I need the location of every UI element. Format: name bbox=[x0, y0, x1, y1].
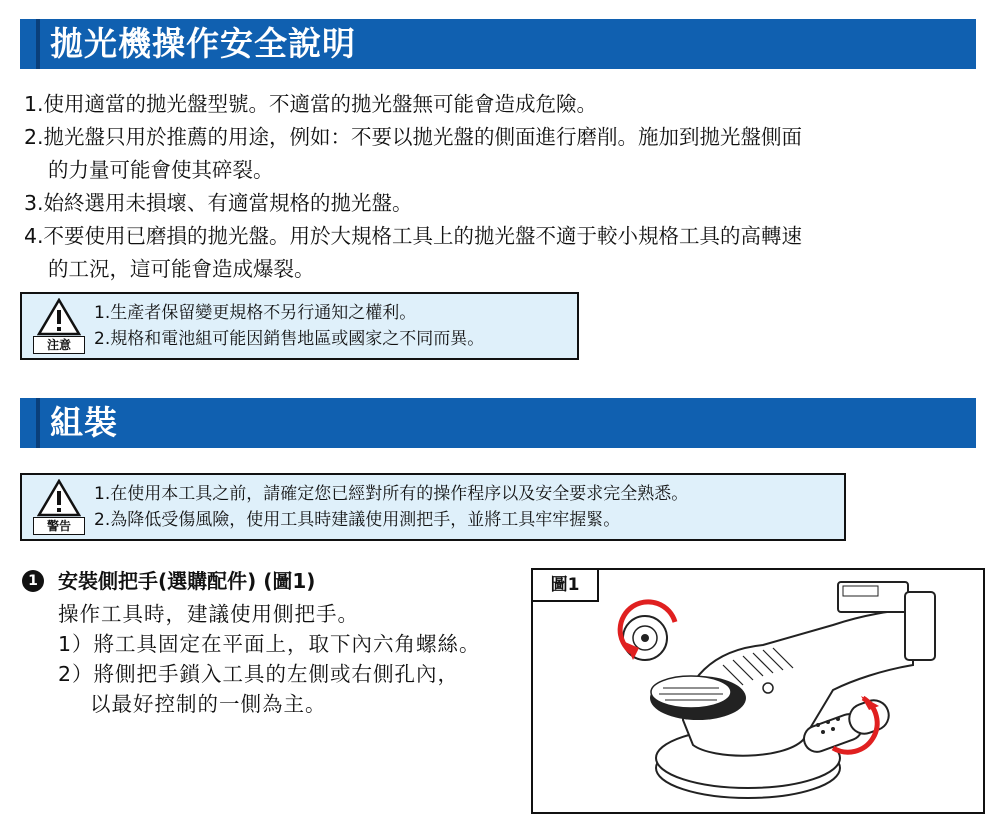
list-item-continuation: 的力量可能會使其碎裂。 bbox=[48, 158, 274, 182]
list-item: 3.始終選用未損壞、有適當規格的拋光盤。 bbox=[24, 191, 413, 215]
notice-text bbox=[94, 300, 484, 352]
warning-line: 2.為降低受傷風險，使用工具時建議使用測把手，並將工具牢牢握緊。 bbox=[94, 510, 621, 530]
figure-label: 圖1 bbox=[533, 570, 599, 602]
list-item: 2.拋光盤只用於推薦的用途，例如：不要以拋光盤的側面進行磨削。施加到拋光盤側面 bbox=[24, 125, 803, 149]
notice-badge bbox=[27, 298, 87, 352]
step-line: 2）將側把手鎖入工具的左側或右側孔內， bbox=[58, 662, 460, 686]
list-item: 1.使用適當的拋光盤型號。不適當的拋光盤無可能會造成危險。 bbox=[24, 92, 598, 116]
banner-accent bbox=[36, 398, 40, 448]
step-title: 安裝側把手(選購配件) (圖1) bbox=[58, 569, 316, 593]
warning-text bbox=[94, 481, 688, 533]
step-body bbox=[58, 599, 481, 719]
step-number-badge: 1 bbox=[22, 570, 44, 592]
notice-caption: 注意 bbox=[33, 336, 85, 354]
warning-badge bbox=[27, 479, 87, 533]
polisher-illustration bbox=[533, 570, 983, 812]
notice-box bbox=[20, 292, 579, 360]
banner-accent bbox=[36, 19, 40, 69]
warning-line: 1.在使用本工具之前，請確定您已經對所有的操作程序以及安全要求完全熟悉。 bbox=[94, 484, 689, 504]
warning-triangle-icon bbox=[37, 298, 81, 336]
list-item: 4.不要使用已磨損的拋光盤。用於大規格工具上的拋光盤不適于較小規格工具的高轉速 bbox=[24, 224, 803, 248]
step-line: 以最好控制的一側為主。 bbox=[90, 692, 327, 716]
section-banner-safety bbox=[20, 19, 976, 69]
section-title: 組裝 bbox=[50, 403, 118, 442]
list-item-continuation: 的工況，這可能會造成爆裂。 bbox=[48, 257, 315, 281]
figure-1 bbox=[531, 568, 985, 814]
section-banner-assembly bbox=[20, 398, 976, 448]
step-line: 操作工具時，建議使用側把手。 bbox=[58, 602, 359, 626]
step-line: 1）將工具固定在平面上，取下內六角螺絲。 bbox=[58, 632, 481, 656]
warning-caption: 警告 bbox=[33, 517, 85, 535]
section-title: 拋光機操作安全說明 bbox=[50, 24, 356, 63]
warning-box bbox=[20, 473, 846, 541]
notice-line: 2.規格和電池組可能因銷售地區或國家之不同而異。 bbox=[94, 329, 485, 349]
notice-line: 1.生產者保留變更規格不另行通知之權利。 bbox=[94, 303, 417, 323]
warning-triangle-icon bbox=[37, 479, 81, 517]
safety-list bbox=[24, 88, 984, 286]
